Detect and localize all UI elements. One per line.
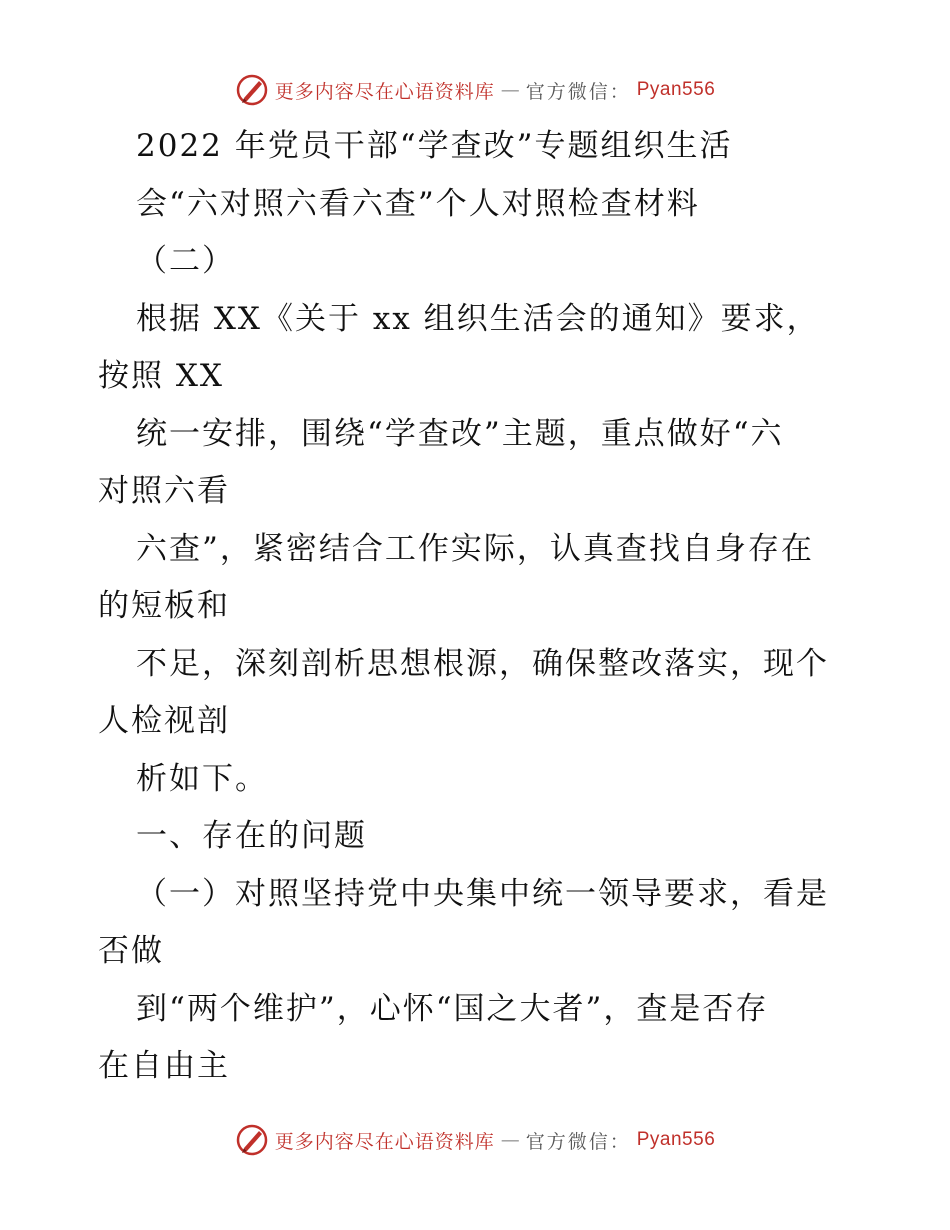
document-body (98, 118, 858, 1096)
paragraph-line: 到“两个维护”，心怀“国之大者”，查是否存 (136, 990, 769, 1027)
section-heading: 一、存在的问题 (136, 818, 367, 854)
document-title-line-2: 会“六对照六看六查”个人对照检查材料 (136, 185, 700, 222)
watermark-wechat-id: Pyan556 (636, 79, 716, 100)
document-title-line-1: 2022 年党员干部“学查改”专题组织生活 (136, 128, 733, 164)
watermark-main-text: 更多内容尽在心语资料库 (274, 1130, 495, 1153)
watermark-main-text: 更多内容尽在心语资料库 (274, 80, 495, 103)
paragraph-line: 人检视剖 (98, 703, 230, 739)
watermark-dash: — (500, 79, 520, 101)
watermark-wechat-id: Pyan556 (636, 1129, 716, 1150)
paragraph-line: 根据 XX《关于 xx 组织生活会的通知》要求， (136, 300, 820, 337)
pen-logo-icon (235, 1123, 269, 1157)
watermark-dash: — (500, 1129, 520, 1151)
paragraph-line: 否做 (98, 933, 164, 969)
paragraph-line: 六查”，紧密结合工作实际，认真查找自身存在 (136, 530, 814, 567)
watermark-header (0, 68, 950, 112)
paragraph-line: 析如下。 (136, 760, 268, 797)
watermark-footer (0, 1118, 950, 1162)
paragraph-line: 在自由主 (98, 1048, 230, 1084)
paragraph-line: 统一安排，围绕“学查改”主题，重点做好“六 (136, 415, 784, 452)
paragraph-line: 对照六看 (98, 473, 230, 509)
watermark-wechat-label: 官方微信： (525, 1130, 631, 1153)
paragraph-line: 的短板和 (98, 588, 230, 624)
paragraph-line: （一）对照坚持党中央集中统一领导要求，看是 (136, 875, 829, 912)
watermark-wechat-label: 官方微信： (525, 80, 631, 103)
paragraph-line: 按照 XX (98, 358, 224, 394)
document-title-line-3: （二） (136, 243, 235, 279)
pen-logo-icon (235, 73, 269, 107)
paragraph-line: 不足，深刻剖析思想根源，确保整改落实，现个 (136, 645, 829, 682)
